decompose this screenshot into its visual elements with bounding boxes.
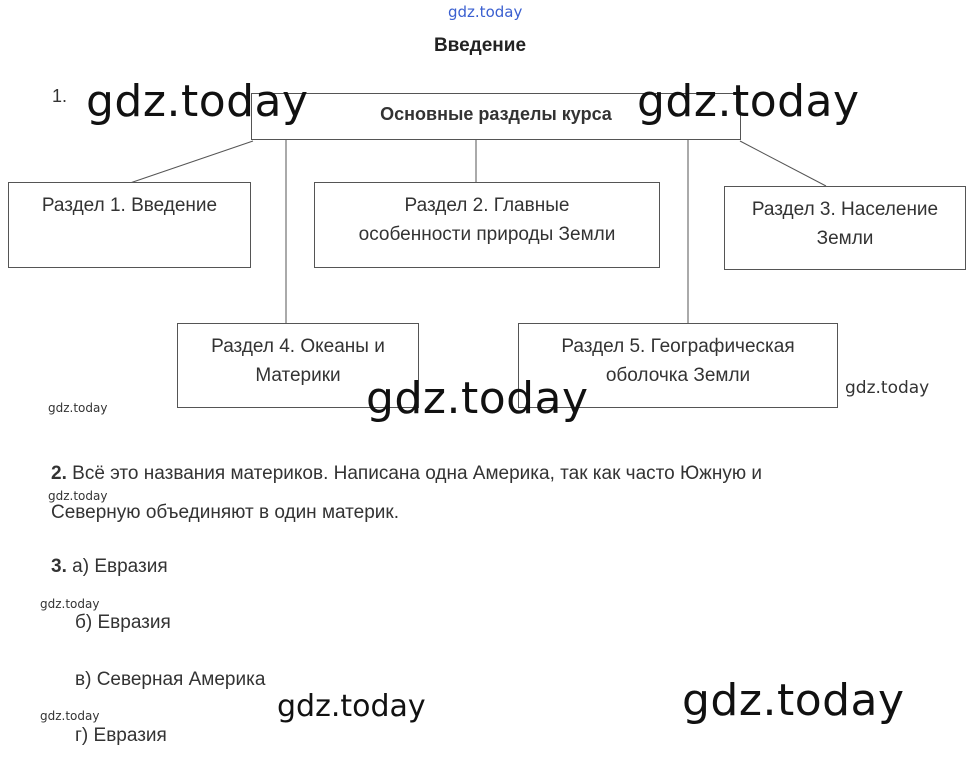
watermark-10: gdz.today	[682, 675, 905, 726]
watermark-1: gdz.today	[86, 76, 309, 127]
section-1-box	[8, 182, 251, 268]
task-2-number: 2.	[51, 463, 67, 484]
task-3-answer-c: в) Северная Америка	[75, 669, 266, 690]
watermark-8: gdz.today	[40, 709, 100, 723]
section-3-label: Раздел 3. Население Земли	[751, 199, 939, 249]
watermark-9: gdz.today	[277, 689, 426, 724]
watermark-7: gdz.today	[40, 597, 100, 611]
task-3-answer-b: б) Евразия	[75, 612, 171, 633]
root-node-label: Основные разделы курса	[380, 104, 612, 124]
task-3-answer-a-row	[51, 548, 168, 586]
task-1-number: 1.	[52, 86, 68, 106]
watermark-6: gdz.today	[48, 489, 108, 503]
section-1-label: Раздел 1. Введение	[41, 195, 218, 216]
watermark-top: gdz.today	[448, 3, 523, 21]
connector-section-3	[740, 141, 826, 186]
page-title: Введение	[433, 35, 527, 56]
task-3-number: 3.	[51, 556, 67, 577]
watermark-3: gdz.today	[366, 373, 589, 424]
section-3-box	[724, 186, 966, 270]
task-3-answer-a: а) Евразия	[72, 556, 168, 577]
connector-section-1	[130, 141, 253, 183]
section-2-label: Раздел 2. Главные особенности природы Земли	[358, 195, 616, 245]
task-3-answer-d: г) Евразия	[75, 725, 167, 746]
task-2-line-1	[51, 455, 961, 493]
task-2-line-2: Северную объединяют в один материк.	[51, 502, 399, 523]
watermark-5: gdz.today	[48, 401, 108, 415]
task-2-text-1: Всё это названия материков. Написана одна Америка, так как часто Южную и	[72, 463, 763, 484]
watermark-2: gdz.today	[637, 76, 860, 127]
watermark-4: gdz.today	[845, 378, 930, 398]
section-5-label: Раздел 5. Географическая оболочка Земли	[561, 336, 795, 386]
section-2-box	[314, 182, 660, 268]
section-4-label: Раздел 4. Океаны и Материки	[211, 336, 385, 386]
